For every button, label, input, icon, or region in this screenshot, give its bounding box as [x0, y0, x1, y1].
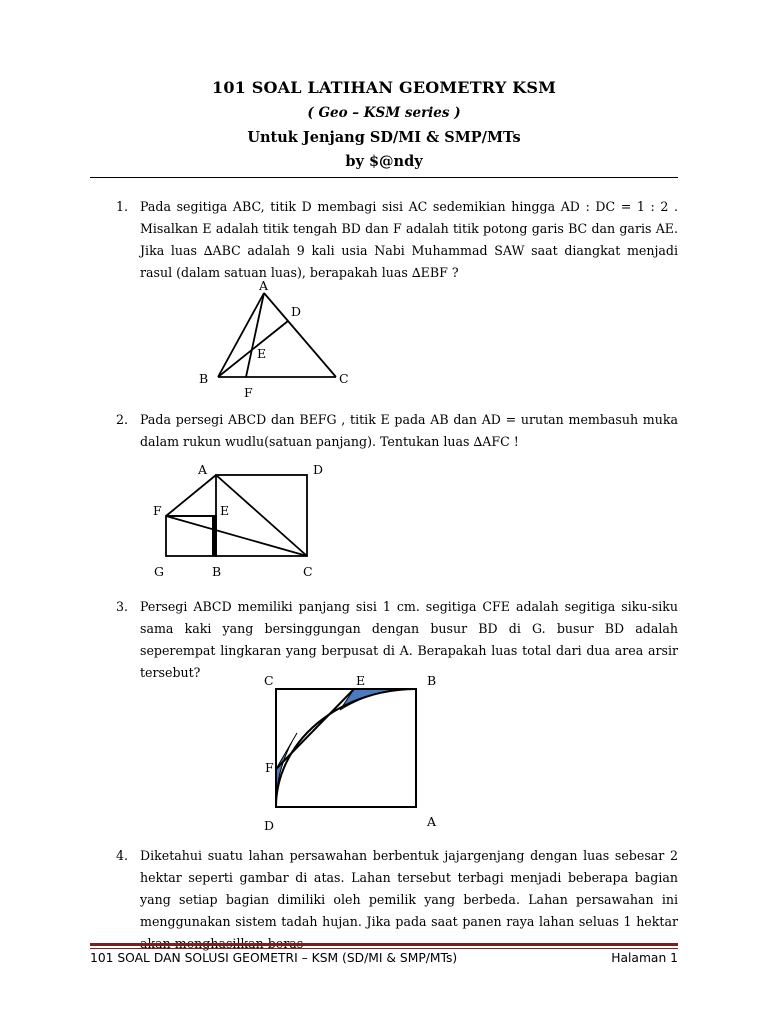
- hypotenuse-ef: [276, 689, 354, 769]
- shaded-region-near-f: [276, 733, 297, 807]
- author-line: by $@ndy: [345, 153, 423, 170]
- label-g: G: [154, 564, 164, 579]
- figure-1-triangle: [190, 276, 360, 404]
- label-b: B: [212, 564, 222, 579]
- question-number: 3.: [116, 599, 129, 614]
- label-e: E: [220, 503, 230, 518]
- label-c: C: [339, 371, 349, 386]
- document-title: 101 SOAL LATIHAN GEOMETRY KSM: [212, 78, 556, 97]
- footer-title: 101 SOAL DAN SOLUSI GEOMETRI – KSM (SD/MI & SMP/MTs): [90, 951, 458, 965]
- label-a: A: [198, 462, 208, 477]
- label-b: B: [199, 371, 209, 386]
- label-b: B: [427, 673, 437, 688]
- label-d: D: [264, 818, 275, 833]
- segment-bd: [218, 321, 288, 377]
- label-a: A: [259, 278, 269, 293]
- footer-divider-thick: [90, 943, 678, 946]
- question-text: Pada segitiga ABC, titik D membagi sisi AC sedemikian hingga AD : DC = 1 : 2 . Misalkan E adalah titik tengah BD dan F adalah titik potong garis BC dan garis AE. Jika luas ∆ABC adalah 9 kali usia Nabi Muhammad SAW saat diangkat menjadi rasul (dalam satuan luas), berapakah luas ∆EBF ?: [140, 199, 678, 280]
- header-divider: [90, 177, 678, 178]
- page-number: Halaman 1: [611, 951, 678, 965]
- question-text: Pada persegi ABCD dan BEFG , titik E pada AB dan AD = urutan membasuh muka dalam rukun wudlu(satuan panjang). Tentukan luas ∆AFC !: [140, 412, 678, 449]
- label-a: A: [427, 814, 437, 829]
- footer-divider-thin: [90, 948, 678, 949]
- label-c: C: [303, 564, 313, 579]
- question-number: 1.: [116, 199, 129, 214]
- series-subtitle: ( Geo – KSM series ): [307, 105, 461, 121]
- label-e: E: [356, 673, 366, 688]
- question-number: 4.: [116, 848, 129, 863]
- question-text: Persegi ABCD memiliki panjang sisi 1 cm. segitiga CFE adalah segitiga siku-siku sama kaki yang bersinggungan dengan busur BD di G. busur BD adalah seperempat lingkaran yang berpusat di A. Berapakah luas total dari dua area arsir tersebut?: [140, 599, 678, 680]
- segment-af: [166, 475, 216, 516]
- question-text: Diketahui suatu lahan persawahan berbentuk jajargenjang dengan luas sebesar 2 hektar seperti gambar di atas. Lahan tersebut terbagi menjadi beberapa bagian yang setiap bagian dimiliki oleh pemilik yang berbeda. Lahan persawahan ini menggunakan sistem tadah hujan. Jika pada saat panen raya lahan seluas 1 hektar akan menghasilkan beras: [140, 848, 678, 951]
- square-befg: [166, 516, 216, 556]
- label-f: F: [153, 503, 162, 518]
- label-f: F: [244, 385, 253, 400]
- figure-2-squares: [140, 458, 340, 583]
- label-e: E: [257, 346, 267, 361]
- label-c: C: [264, 673, 274, 688]
- side-ab: [218, 293, 267, 377]
- question-number: 2.: [116, 412, 129, 427]
- figure-3-square-arc: [255, 668, 455, 838]
- level-subtitle: Untuk Jenjang SD/MI & SMP/MTs: [247, 129, 521, 146]
- segment-af: [246, 293, 267, 377]
- label-d: D: [313, 462, 324, 477]
- label-d: D: [291, 304, 302, 319]
- label-f: F: [265, 760, 274, 775]
